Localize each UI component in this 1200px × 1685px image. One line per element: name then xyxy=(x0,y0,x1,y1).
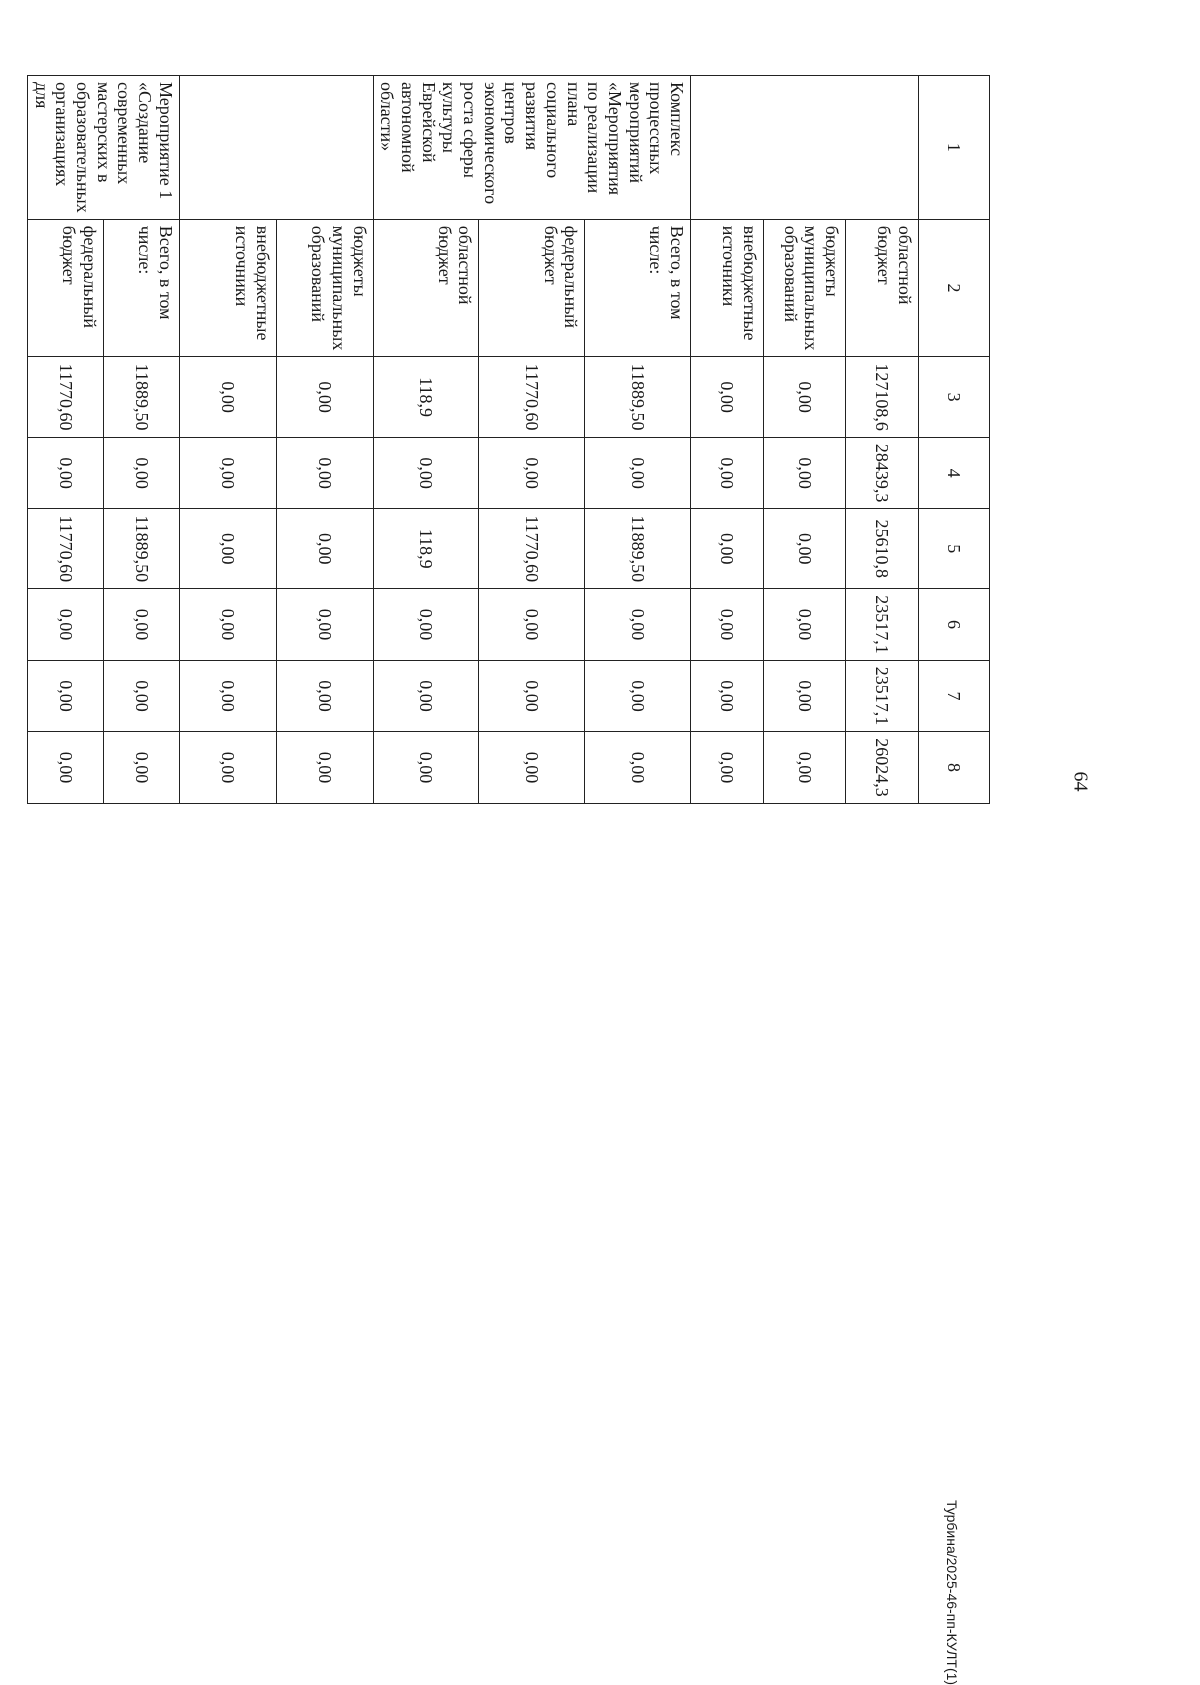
value-cell: 25610,8 xyxy=(846,509,919,589)
source-cell: федеральный бюджет xyxy=(27,219,103,357)
col-header: 4 xyxy=(919,437,990,509)
value-cell: 0,00 xyxy=(691,589,764,661)
value-cell: 0,00 xyxy=(585,660,691,732)
source-cell: федеральный бюджет xyxy=(479,219,585,357)
value-cell: 0,00 xyxy=(764,589,846,661)
value-cell: 0,00 xyxy=(276,589,373,661)
source-cell: областной бюджет xyxy=(373,219,479,357)
value-cell: 0,00 xyxy=(179,437,276,509)
source-cell: областной бюджет xyxy=(846,219,919,357)
value-cell: 11889,50 xyxy=(585,357,691,438)
value-cell: 0,00 xyxy=(691,660,764,732)
col-header: 6 xyxy=(919,589,990,661)
col-header: 2 xyxy=(919,219,990,357)
document-code: Турбина/2025-46-пп-КУЛТ(1) xyxy=(944,1500,960,1685)
source-cell: бюджеты муниципальных образований xyxy=(764,219,846,357)
value-cell: 0,00 xyxy=(479,732,585,804)
table-row xyxy=(103,76,179,804)
value-cell: 11770,60 xyxy=(479,357,585,438)
value-cell: 0,00 xyxy=(373,437,479,509)
source-cell: бюджеты муниципальных образований xyxy=(276,219,373,357)
source-cell: Всего, в том числе: xyxy=(585,219,691,357)
value-cell: 0,00 xyxy=(691,357,764,438)
value-cell: 11770,60 xyxy=(27,357,103,438)
value-cell: 0,00 xyxy=(179,589,276,661)
value-cell: 11889,50 xyxy=(103,357,179,438)
value-cell: 0,00 xyxy=(179,357,276,438)
value-cell: 0,00 xyxy=(27,660,103,732)
page-number: 64 xyxy=(1069,771,1092,792)
rotated-table-container xyxy=(27,75,990,804)
value-cell: 0,00 xyxy=(479,589,585,661)
source-cell: внебюджетные источники xyxy=(691,219,764,357)
source-cell: Всего, в том числе: xyxy=(103,219,179,357)
table-row xyxy=(585,76,691,804)
value-cell: 11889,50 xyxy=(103,509,179,589)
value-cell: 0,00 xyxy=(585,589,691,661)
value-cell: 0,00 xyxy=(27,732,103,804)
event-title-cell: Мероприятие 1 «Создание современных мастерских в образовательных организациях для xyxy=(27,76,179,220)
value-cell: 0,00 xyxy=(276,660,373,732)
table-row xyxy=(846,76,919,804)
value-cell: 0,00 xyxy=(27,437,103,509)
value-cell: 0,00 xyxy=(103,660,179,732)
value-cell: 0,00 xyxy=(691,437,764,509)
value-cell: 28439,3 xyxy=(846,437,919,509)
value-cell: 0,00 xyxy=(764,437,846,509)
blank-name-cell xyxy=(179,76,373,220)
value-cell: 23517,1 xyxy=(846,589,919,661)
table-row xyxy=(276,76,373,804)
value-cell: 0,00 xyxy=(179,509,276,589)
complex-title-cell: Комплекс процессных мероприятий «Мероприятия по реализации плана социального развития центров экономического роста сферы культуры Еврейской автономной области» xyxy=(373,76,690,220)
col-header: 5 xyxy=(919,509,990,589)
value-cell: 118,9 xyxy=(373,357,479,438)
value-cell: 0,00 xyxy=(691,509,764,589)
value-cell: 0,00 xyxy=(373,589,479,661)
value-cell: 0,00 xyxy=(179,732,276,804)
value-cell: 0,00 xyxy=(27,589,103,661)
value-cell: 0,00 xyxy=(276,732,373,804)
value-cell: 0,00 xyxy=(103,732,179,804)
col-header: 1 xyxy=(919,76,990,220)
value-cell: 0,00 xyxy=(179,660,276,732)
value-cell: 26024,3 xyxy=(846,732,919,804)
value-cell: 0,00 xyxy=(479,660,585,732)
value-cell: 0,00 xyxy=(764,732,846,804)
value-cell: 0,00 xyxy=(276,509,373,589)
value-cell: 23517,1 xyxy=(846,660,919,732)
value-cell: 11770,60 xyxy=(27,509,103,589)
value-cell: 0,00 xyxy=(276,357,373,438)
col-header: 3 xyxy=(919,357,990,438)
value-cell: 0,00 xyxy=(373,660,479,732)
value-cell: 0,00 xyxy=(585,732,691,804)
col-header: 8 xyxy=(919,732,990,804)
col-header: 7 xyxy=(919,660,990,732)
value-cell: 0,00 xyxy=(103,589,179,661)
value-cell: 0,00 xyxy=(373,732,479,804)
value-cell: 0,00 xyxy=(764,357,846,438)
value-cell: 11889,50 xyxy=(585,509,691,589)
value-cell: 0,00 xyxy=(585,437,691,509)
value-cell: 0,00 xyxy=(764,509,846,589)
value-cell: 0,00 xyxy=(691,732,764,804)
header-row xyxy=(919,76,990,804)
value-cell: 0,00 xyxy=(479,437,585,509)
value-cell: 11770,60 xyxy=(479,509,585,589)
value-cell: 127108,6 xyxy=(846,357,919,438)
value-cell: 118,9 xyxy=(373,509,479,589)
value-cell: 0,00 xyxy=(103,437,179,509)
continued-name-cell xyxy=(691,76,919,220)
value-cell: 0,00 xyxy=(276,437,373,509)
value-cell: 0,00 xyxy=(764,660,846,732)
source-cell: внебюджетные источники xyxy=(179,219,276,357)
budget-table xyxy=(27,75,990,804)
